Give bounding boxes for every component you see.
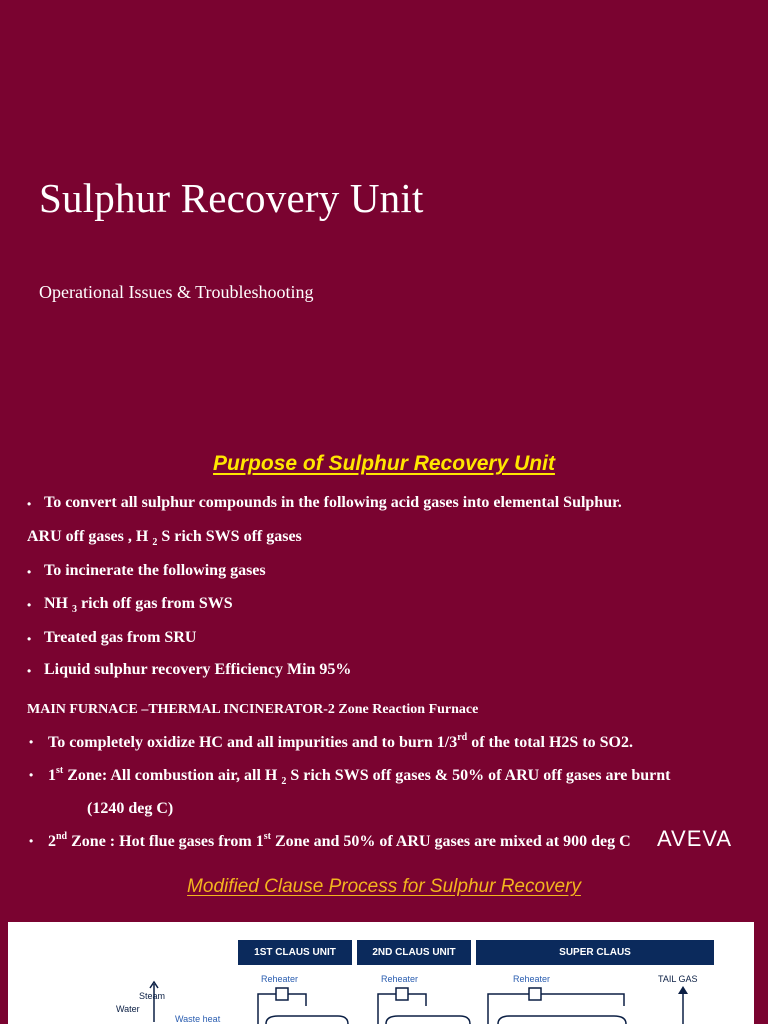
acid-gases-text-a: ARU off gases , H (27, 528, 149, 545)
slide-title: Sulphur Recovery Unit (39, 175, 424, 221)
furnace-line-oxidize (48, 732, 633, 752)
oxidize-text-b: of the total H2S to SO2. (467, 734, 633, 751)
first-zone-subscript: 2 (281, 776, 287, 787)
acid-gases-subscript: 2 (152, 537, 158, 548)
converter-3 (498, 1016, 626, 1024)
bullet-icon: • (27, 565, 32, 579)
purpose-line-nh3 (44, 595, 233, 615)
purpose-line-incinerate: To incinerate the following gases (44, 562, 266, 579)
first-zone-text-c: S rich SWS off gases & 50% of ARU off gases are burnt (286, 767, 671, 784)
oxidize-text-a: To completely oxidize HC and all impurities and to burn 1/3 (48, 734, 458, 751)
flow-line-2b (408, 994, 426, 1006)
flow-line-3a (488, 994, 529, 1024)
bullet-icon: • (29, 768, 34, 782)
purpose-line-treated-gas: Treated gas from SRU (44, 629, 197, 646)
reheater-box-3 (529, 988, 541, 1000)
first-zone-text-b: Zone: All combustion air, all H (63, 767, 278, 784)
claus-flow-lines (8, 922, 754, 1024)
second-zone-text-c: Zone and 50% of ARU gases are mixed at 900 deg C (270, 833, 631, 850)
reheater-box-2 (396, 988, 408, 1000)
claus-process-diagram (8, 922, 754, 1024)
bullet-icon: • (29, 834, 34, 848)
bullet-icon: • (27, 664, 32, 678)
steam-label: Steam (139, 991, 166, 1001)
aveva-logo: AVEVA (657, 826, 733, 851)
tail-gas-label: TAIL GAS (658, 974, 698, 984)
reheater-label-1: Reheater (261, 974, 299, 984)
flow-line-3b (541, 994, 624, 1006)
unit-tab-1st-claus: 1ST CLAUS UNIT (238, 940, 352, 965)
main-furnace-heading: MAIN FURNACE –THERMAL INCINERATOR-2 Zone Reaction Furnace (27, 702, 479, 717)
nh3-text-a: NH (44, 595, 68, 612)
furnace-line-second-zone (48, 831, 631, 851)
converter-1 (266, 1016, 348, 1024)
bullet-icon: • (27, 632, 32, 646)
flow-line-1b (288, 994, 306, 1006)
reheater-label-2: Reheater (381, 974, 419, 984)
nh3-text-b: rich off gas from SWS (81, 595, 233, 612)
oxidize-superscript: rd (457, 732, 468, 743)
second-zone-num: 2 (48, 833, 56, 850)
reheater-label-3: Reheater (513, 974, 551, 984)
first-zone-superscript: st (56, 765, 64, 776)
nh3-subscript: 3 (72, 604, 77, 615)
acid-gases-line (27, 528, 302, 548)
reheater-box-1 (276, 988, 288, 1000)
bullet-icon: • (27, 598, 32, 612)
acid-gases-text-b: S rich SWS off gases (161, 528, 302, 545)
first-zone-num: 1 (48, 767, 56, 784)
purpose-line-efficiency: Liquid sulphur recovery Efficiency Min 95% (44, 661, 352, 678)
purpose-line-convert: To convert all sulphur compounds in the following acid gases into elemental Sulphur. (44, 494, 622, 511)
purpose-heading: Purpose of Sulphur Recovery Unit (213, 452, 555, 475)
furnace-line-temperature: (1240 deg C) (87, 800, 174, 817)
second-zone-text-b: Zone : Hot flue gases from 1 (67, 833, 264, 850)
second-zone-superscript: nd (56, 831, 68, 842)
tail-gas-arrow-head (678, 986, 688, 994)
slide-subtitle: Operational Issues & Troubleshooting (39, 282, 314, 302)
unit-tab-super-claus: SUPER CLAUS (476, 940, 714, 965)
waste-heat-label: Waste heat (175, 1014, 221, 1024)
unit-tab-2nd-claus: 2ND CLAUS UNIT (357, 940, 471, 965)
bullet-icon: • (29, 735, 34, 749)
converter-2 (386, 1016, 470, 1024)
claus-process-heading: Modified Clause Process for Sulphur Recovery (187, 876, 581, 897)
bullet-icon: • (27, 497, 32, 511)
water-label: Water (116, 1004, 140, 1014)
furnace-line-first-zone (48, 765, 670, 787)
second-zone-superscript-2: st (263, 831, 271, 842)
